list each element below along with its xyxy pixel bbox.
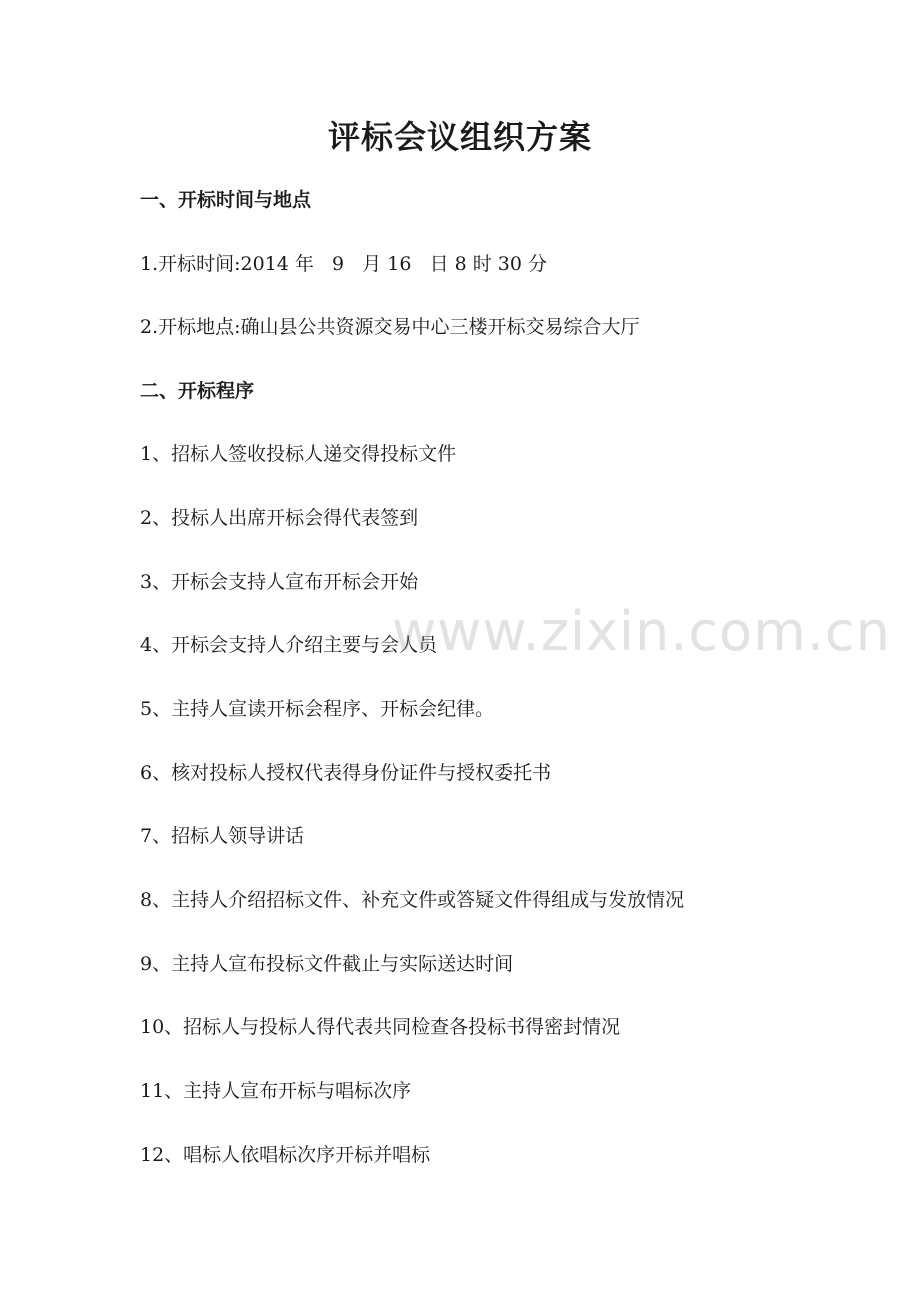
procedure-item: 6、核对投标人授权代表得身份证件与授权委托书 [140,762,552,784]
procedure-item: 9、主持人宣布投标文件截止与实际送达时间 [140,953,514,975]
procedure-item: 10、招标人与投标人得代表共同检查各投标书得密封情况 [140,1016,621,1038]
opening-time-line: 1.开标时间:2014 年 9 月 16 日 8 时 30 分 [140,253,548,275]
procedure-item: 3、开标会支持人宣布开标会开始 [140,571,419,593]
document-title: 评标会议组织方案 [327,118,592,156]
procedure-item: 12、唱标人依唱标次序开标并唱标 [140,1144,431,1166]
section-heading-opening-time-place: 一、开标时间与地点 [140,189,312,211]
watermark-text: www.zixin.com.cn [392,600,891,663]
procedure-item: 4、开标会支持人介绍主要与会人员 [140,634,438,656]
section-heading-opening-procedure: 二、开标程序 [140,380,255,402]
procedure-item: 5、主持人宣读开标会程序、开标会纪律。 [140,698,495,720]
procedure-item: 8、主持人介绍招标文件、补充文件或答疑文件得组成与发放情况 [140,889,685,911]
procedure-item: 2、投标人出席开标会得代表签到 [140,507,419,529]
procedure-item: 7、招标人领导讲话 [140,825,305,847]
procedure-item: 1、招标人签收投标人递交得投标文件 [140,443,457,465]
opening-place-line: 2.开标地点:确山县公共资源交易中心三楼开标交易综合大厅 [140,316,640,338]
procedure-item: 11、主持人宣布开标与唱标次序 [140,1080,412,1102]
